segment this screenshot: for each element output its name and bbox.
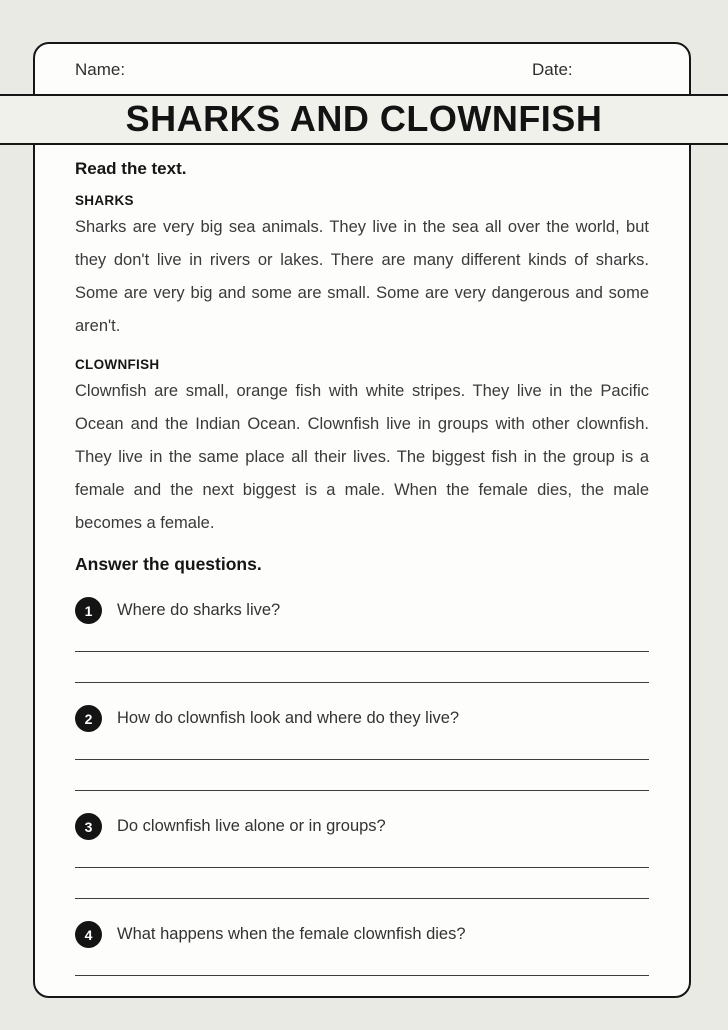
question-2-answer-line-1[interactable] (75, 759, 649, 760)
question-2-answer-line-2[interactable] (75, 790, 649, 791)
question-3-number-badge: 3 (75, 813, 102, 840)
worksheet-card (33, 42, 691, 998)
read-instruction: Read the text. (75, 159, 187, 178)
section-heading-sharks: SHARKS (75, 193, 134, 208)
question-3 (75, 813, 649, 840)
question-2-number-badge: 2 (75, 705, 102, 732)
question-2 (75, 705, 649, 732)
section-heading-clownfish: CLOWNFISH (75, 357, 160, 372)
question-1 (75, 597, 649, 624)
worksheet-title: SHARKS AND CLOWNFISH (125, 97, 603, 139)
question-1-answer-line-2[interactable] (75, 682, 649, 683)
name-label: Name: (75, 60, 126, 79)
question-3-text: Do clownfish live alone or in groups? (117, 817, 386, 835)
passage-sharks: Sharks are very big sea animals. They live in the sea all over the world, but they don't live in rivers or lakes. There are many different kinds of sharks. Some are very big and some are small. Some are very dangerous and some aren't. (75, 218, 649, 335)
question-4-answer-line-1[interactable] (75, 975, 649, 976)
worksheet-body (35, 145, 689, 996)
question-2-text: How do clownfish look and where do they live? (117, 709, 460, 727)
question-1-text: Where do sharks live? (117, 601, 281, 619)
name-date-row (35, 44, 689, 96)
question-3-answer-line-2[interactable] (75, 898, 649, 899)
question-1-answer-line-1[interactable] (75, 651, 649, 652)
question-4-text: What happens when the female clownfish dies? (117, 925, 466, 943)
question-4-number-badge: 4 (75, 921, 102, 948)
date-label: Date: (532, 60, 573, 79)
title-banner (0, 94, 728, 145)
answer-instruction: Answer the questions. (75, 554, 262, 574)
question-4 (75, 921, 649, 948)
passage-clownfish: Clownfish are small, orange fish with white stripes. They live in the Pacific Ocean and the Indian Ocean. Clownfish live in groups with other clownfish. They live in the same place all their lives. The biggest fish in the group is a female and the next biggest is a male. When the female dies, the male becomes a female. (75, 382, 649, 532)
question-3-answer-line-1[interactable] (75, 867, 649, 868)
question-1-number-badge: 1 (75, 597, 102, 624)
